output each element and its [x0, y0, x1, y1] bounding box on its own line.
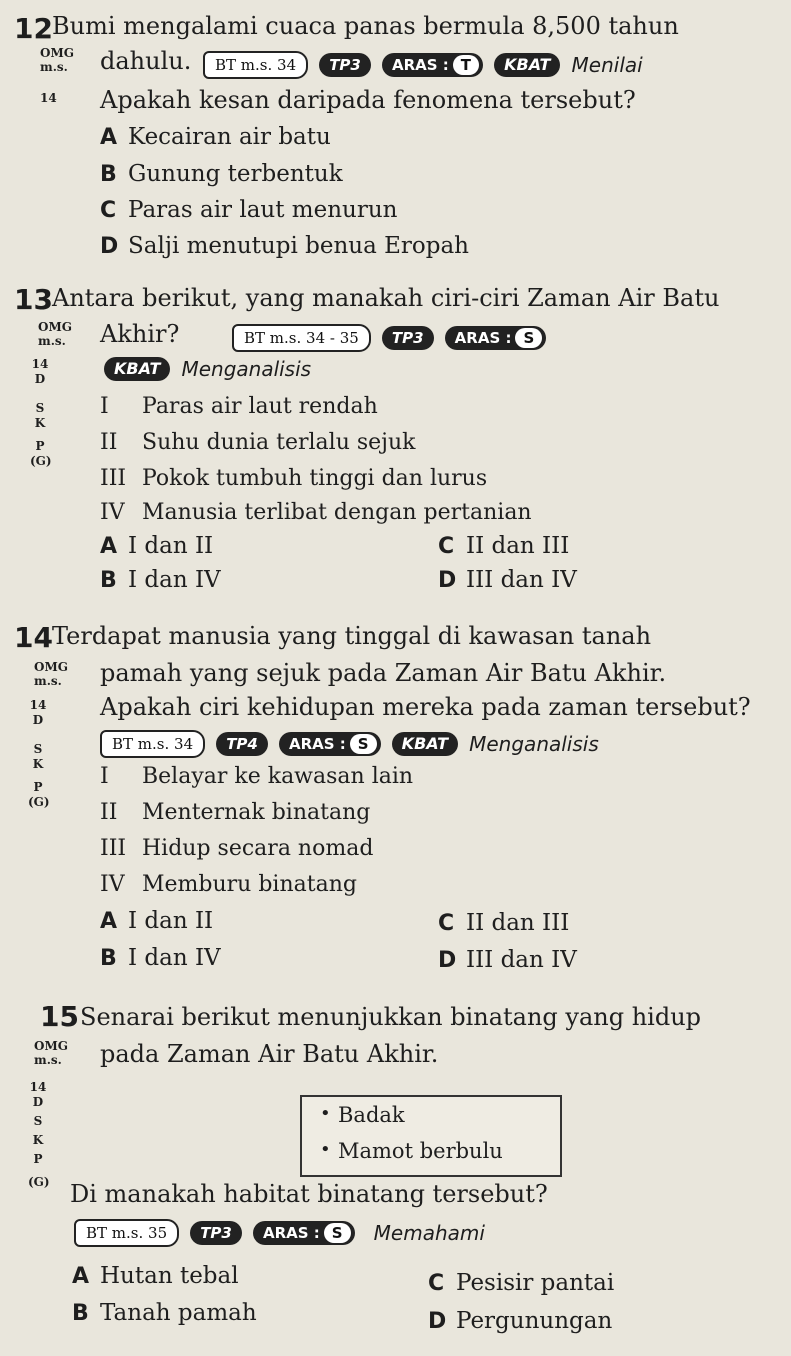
q13-option-a-letter: A [100, 534, 118, 559]
q14-stem-line1: Terdapat manusia yang tinggal di kawasan tanah [52, 622, 652, 650]
q14-statement-1-text: Belayar ke kawasan lain [142, 764, 414, 789]
q13-side-k: K [34, 416, 46, 430]
q15-option-d-letter: D [428, 1309, 447, 1334]
q12-aras-label: ARAS : [391, 56, 449, 74]
q12-skill-label: Menilai [571, 53, 643, 77]
q14-option-d[interactable] [438, 947, 577, 973]
q13-bt-tag: BT m.s. 34 - 35 [232, 324, 371, 352]
q15-option-d[interactable] [428, 1308, 612, 1334]
q14-statement-3-num: III [100, 836, 127, 861]
q14-statement-2 [100, 800, 370, 825]
q15-side-k: K [32, 1133, 44, 1147]
q13-ms-label: m.s. [38, 334, 66, 348]
q15-option-b-letter: B [72, 1301, 89, 1326]
q14-number: 14 [14, 621, 53, 654]
q15-list-item-1: • Badak [338, 1103, 405, 1127]
q13-aras-level: S [515, 328, 542, 348]
q15-aras-tag [253, 1221, 355, 1245]
q15-option-c-text: Pesisir pantai [456, 1270, 615, 1296]
q14-option-c-letter: C [438, 911, 455, 936]
q12-option-c[interactable] [100, 197, 397, 223]
q14-statement-1 [100, 764, 413, 789]
q12-omg-label: OMG [40, 46, 74, 60]
q14-side-s: S [33, 742, 43, 756]
q15-bt-tag: BT m.s. 35 [74, 1219, 179, 1247]
q12-kbat-tag: KBAT [494, 53, 560, 77]
q15-side-d: D [32, 1095, 44, 1109]
q14-side-g: (G) [28, 795, 50, 809]
q12-option-d[interactable] [100, 233, 469, 259]
q15-option-d-text: Pergunungan [456, 1308, 613, 1334]
q12-option-c-letter: C [100, 198, 117, 223]
q15-stem-line2: pada Zaman Air Batu Akhir. [100, 1040, 439, 1068]
q12-tag-row [203, 51, 643, 79]
q13-statement-1-num: I [100, 394, 109, 419]
q12-aras-level: T [453, 55, 479, 75]
q13-option-d[interactable] [438, 567, 577, 593]
q15-omg-label: OMG [34, 1039, 68, 1053]
q13-statement-2-text: Suhu dunia terlalu sejuk [142, 430, 416, 455]
q15-skill-label: Memahami [373, 1221, 485, 1245]
q14-statement-4-num: IV [100, 872, 125, 897]
q15-option-a-letter: A [72, 1264, 90, 1289]
q12-option-b-letter: B [100, 162, 117, 187]
q13-statement-4 [100, 500, 532, 525]
q12-option-a[interactable] [100, 124, 331, 150]
q12-number: 12 [14, 12, 53, 45]
q14-option-b-letter: B [100, 946, 117, 971]
q13-option-d-text: III dan IV [466, 567, 577, 593]
q14-option-b[interactable] [100, 945, 221, 971]
q15-aras-label: ARAS : [262, 1224, 320, 1242]
q13-statement-4-num: IV [100, 500, 125, 525]
q15-option-b[interactable] [72, 1300, 257, 1326]
q14-stem-line2: pamah yang sejuk pada Zaman Air Batu Akhir. [100, 659, 667, 687]
q13-side-page: 14 [31, 357, 49, 371]
q15-side-p: P [33, 1152, 43, 1166]
q13-statement-3-num: III [100, 466, 127, 491]
q15-aras-level: S [324, 1223, 351, 1243]
q13-stem-line1: Antara berikut, yang manakah ciri-ciri Zaman Air Batu [52, 284, 720, 312]
q13-statement-1 [100, 394, 378, 419]
q14-tp-tag: TP4 [216, 732, 268, 756]
q15-stem-line1: Senarai berikut menunjukkan binatang yang hidup [80, 1003, 702, 1031]
q13-stem-line2: Akhir? [100, 320, 180, 348]
q14-option-b-text: I dan IV [128, 945, 221, 971]
q12-option-d-letter: D [100, 234, 119, 259]
q12-stem-line3: Apakah kesan daripada fenomena tersebut? [100, 86, 636, 114]
q13-option-a[interactable] [100, 533, 213, 559]
q14-aras-level: S [350, 734, 377, 754]
q14-statement-1-num: I [100, 764, 109, 789]
q12-option-a-text: Kecairan air batu [128, 124, 331, 150]
q14-option-a-letter: A [100, 909, 118, 934]
q14-aras-tag [279, 732, 381, 756]
q13-statement-3-text: Pokok tumbuh tinggi dan lurus [142, 466, 488, 491]
q13-option-a-text: I dan II [128, 533, 214, 559]
q12-page-label: 14 [40, 91, 57, 105]
q12-option-a-letter: A [100, 125, 118, 150]
q13-statement-3 [100, 466, 487, 491]
q13-tag-row-2 [104, 357, 311, 381]
q14-bt-tag: BT m.s. 34 [100, 730, 205, 758]
q14-option-a-text: I dan II [128, 908, 214, 934]
q13-tp-tag: TP3 [382, 326, 434, 350]
q14-option-d-text: III dan IV [466, 947, 577, 973]
q14-kbat-tag: KBAT [392, 732, 458, 756]
q13-aras-label: ARAS : [454, 329, 512, 347]
q14-statement-2-text: Menternak binatang [142, 800, 371, 825]
q14-statement-3-text: Hidup secara nomad [142, 836, 374, 861]
q12-option-d-text: Salji menutupi benua Eropah [128, 233, 469, 259]
q12-aras-tag [382, 53, 483, 77]
q12-ms-label: m.s. [40, 60, 68, 74]
q13-statement-4-text: Manusia terlibat dengan pertanian [142, 500, 532, 525]
q13-option-c[interactable] [438, 533, 569, 559]
q12-stem-line1: Bumi mengalami cuaca panas bermula 8,500 tahun [52, 12, 679, 40]
q15-ms-label: m.s. [34, 1053, 62, 1067]
q15-tp-tag: TP3 [190, 1221, 242, 1245]
q13-side-d: D [34, 372, 46, 386]
q13-statement-1-text: Paras air laut rendah [142, 394, 378, 419]
q14-omg-label: OMG [34, 660, 68, 674]
q12-option-b-text: Gunung terbentuk [128, 161, 343, 187]
q15-option-a[interactable] [72, 1263, 239, 1289]
q12-option-b[interactable] [100, 161, 343, 187]
q14-side-p: P [33, 780, 43, 794]
q12-option-c-text: Paras air laut menurun [128, 197, 398, 223]
q15-side-g: (G) [28, 1175, 50, 1189]
q14-tag-row [100, 730, 599, 758]
q14-aras-label: ARAS : [288, 735, 346, 753]
q15-animal-list-box [300, 1095, 562, 1177]
q14-statement-2-num: II [100, 800, 118, 825]
q14-side-d: D [32, 713, 44, 727]
q14-option-c-text: II dan III [466, 910, 570, 936]
q13-statement-2-num: II [100, 430, 118, 455]
q14-skill-label: Menganalisis [469, 732, 599, 756]
q15-number: 15 [40, 1000, 79, 1033]
q15-stem-line3: Di manakah habitat binatang tersebut? [70, 1180, 548, 1208]
q15-option-c-letter: C [428, 1271, 445, 1296]
q14-option-a[interactable] [100, 908, 213, 934]
q15-option-b-text: Tanah pamah [100, 1300, 257, 1326]
q13-omg-label: OMG [38, 320, 72, 334]
q13-side-g: (G) [30, 454, 52, 468]
q12-bt-tag: BT m.s. 34 [203, 51, 308, 79]
q15-option-c[interactable] [428, 1270, 614, 1296]
q15-list-item-2: • Mamot berbulu [338, 1139, 503, 1163]
q14-side-codes [28, 698, 48, 810]
q13-option-c-text: II dan III [466, 533, 570, 559]
q14-stem-line3: Apakah ciri kehidupan mereka pada zaman tersebut? [100, 693, 751, 721]
q13-side-codes [30, 357, 50, 469]
q14-side-page: 14 [29, 698, 47, 712]
q13-option-b[interactable] [100, 567, 221, 593]
q12-stem-line2: dahulu. [100, 47, 192, 75]
q15-option-a-text: Hutan tebal [100, 1263, 239, 1289]
q15-side-s: S [33, 1114, 43, 1128]
q14-statement-4-text: Memburu binatang [142, 872, 357, 897]
q13-number: 13 [14, 283, 53, 316]
q13-side-p: P [35, 439, 45, 453]
q12-tp-tag: TP3 [319, 53, 371, 77]
q13-option-c-letter: C [438, 534, 455, 559]
q13-option-b-letter: B [100, 568, 117, 593]
q14-side-k: K [32, 757, 44, 771]
q13-statement-2 [100, 430, 416, 455]
q14-statement-4 [100, 872, 357, 897]
q13-aras-tag [445, 326, 547, 350]
q15-tag-row [74, 1219, 485, 1247]
q13-option-d-letter: D [438, 568, 457, 593]
q14-statement-3 [100, 836, 373, 861]
q13-option-b-text: I dan IV [128, 567, 221, 593]
q14-option-d-letter: D [438, 948, 457, 973]
q15-side-page: 14 [29, 1080, 47, 1094]
q13-kbat-tag: KBAT [104, 357, 170, 381]
q14-option-c[interactable] [438, 910, 569, 936]
q13-side-s: S [35, 401, 45, 415]
q13-skill-label: Menganalisis [181, 357, 312, 381]
q15-side-codes [28, 1080, 48, 1190]
q13-tag-row-1 [232, 324, 552, 352]
q14-ms-label: m.s. [34, 674, 62, 688]
